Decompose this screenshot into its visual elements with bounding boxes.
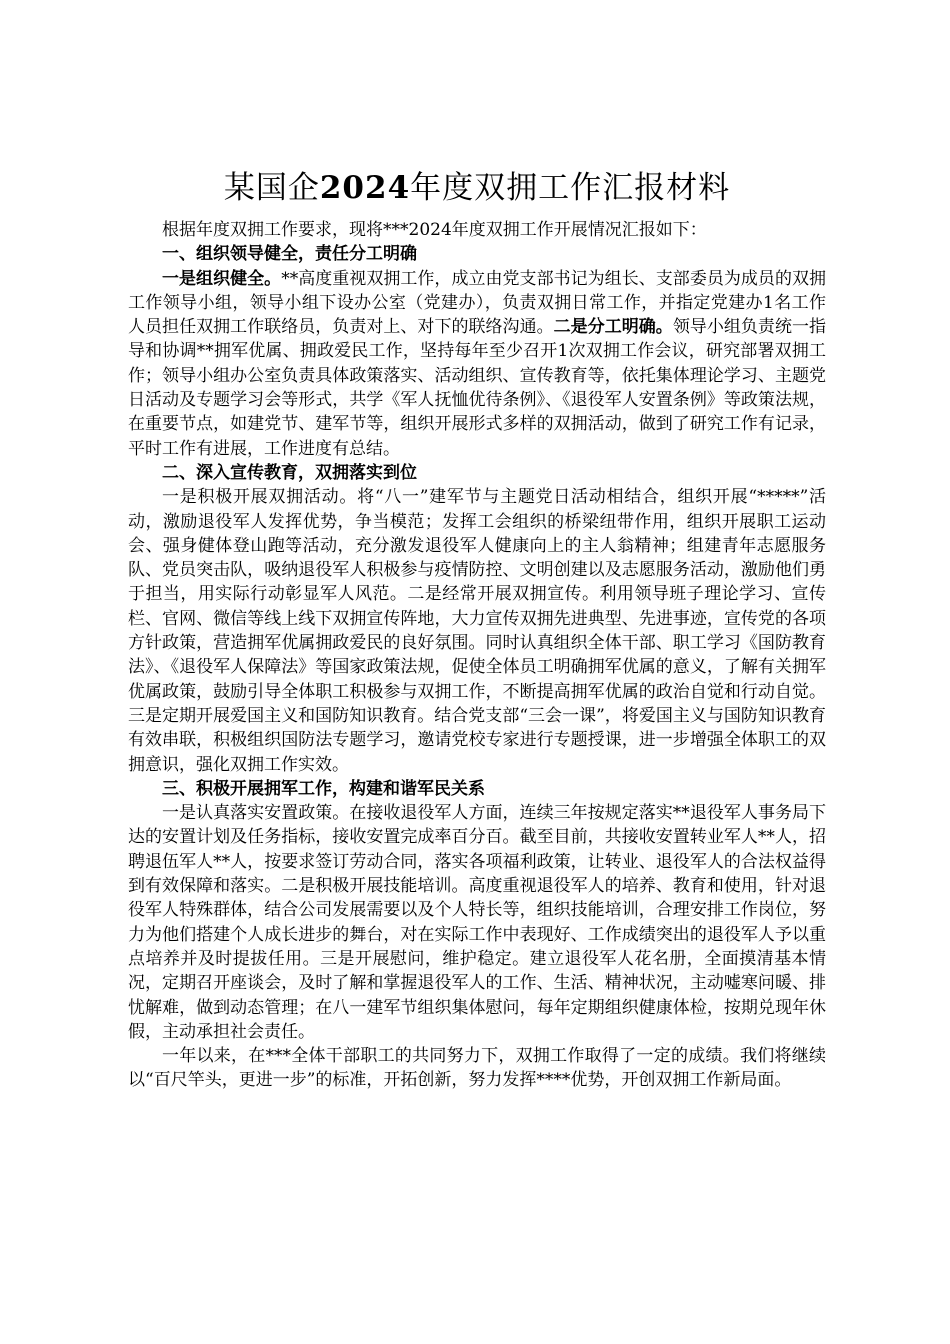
section-heading-3: 三、积极开展拥军工作，构建和谐军民关系 xyxy=(162,778,485,799)
title-suffix: 年度双拥工作汇报材料 xyxy=(410,170,731,206)
title-year: 2024 xyxy=(319,170,411,206)
section-1-text-2: 领导小组负责统一指导和协调**拥军优属、拥政爱民工作，坚持每年至少召开1次双拥工作会议，研究部署双拥工作；领导小组办公室负责具体政策落实、活动组织、宣传教育等，依托集体理论学习、主题党日活动及专题学习会等形式，共学《军人抚恤优待条例》、《退役军人安置条例》等政策法规，在重要节点，如建党节、建军节等，组织开展形式多样的双拥活动，做到了研究工作有记录，平时工作有进展，工作进度有总结。 xyxy=(128,317,827,459)
section-1-lead-2: 二是分工明确。 xyxy=(553,317,673,338)
section-heading-1: 一、组织领导健全，责任分工明确 xyxy=(162,244,417,265)
section-heading-2: 二、深入宣传教育，双拥落实到位 xyxy=(162,462,417,483)
title-prefix: 某国企 xyxy=(223,170,320,206)
conclusion-paragraph: 一年以来，在***全体干部职工的共同努力下，双拥工作取得了一定的成绩。我们将继续以“百尺竿头，更进一步”的标准，开拓创新，努力发挥****优势，开创双拥工作新局面。 xyxy=(128,1046,826,1091)
section-1-paragraph xyxy=(128,267,826,461)
section-2-paragraph: 一是积极开展双拥活动。将“八一”建军节与主题党日活动相结合，组织开展“*****”活动，激励退役军人发挥优势，争当模范；发挥工会组织的桥梁纽带作用，组织开展职工运动会、强身健体登山跑等活动，充分激发退役军人健康向上的主人翁精神；组建青年志愿服务队、党员突击队，吸纳退役军人积极参与疫情防控、文明创建以及志愿服务活动，激励他们勇于担当，用实际行动彰显军人风范。二是经常开展双拥宣传。利用领导班子理论学习、宣传栏、官网、微信等线上线下双拥宣传阵地，大力宣传双拥先进典型、先进事迹，宣传党的各项方针政策，营造拥军优属拥政爱民的良好氛围。同时认真组织全体干部、职工学习《国防教育法》、《退役军人保障法》等国家政策法规，促使全体员工明确拥军优属的意义，了解有关拥军优属政策，鼓励引导全体职工积极参与双拥工作，不断提高拥军优属的政治自觉和行动自觉。三是定期开展爱国主义和国防知识教育。结合党支部“三会一课”，将爱国主义与国防知识教育有效串联，积极组织国防法专题学习，邀请党校专家进行专题授课，进一步增强全体职工的双拥意识，强化双拥工作实效。 xyxy=(128,487,826,775)
intro-paragraph: 根据年度双拥工作要求，现将***2024年度双拥工作开展情况汇报如下： xyxy=(162,220,707,240)
document-title xyxy=(128,168,826,208)
section-3-paragraph: 一是认真落实安置政策。在接收退役军人方面，连续三年按规定落实**退役军人事务局下达的安置计划及任务指标，接收安置完成率百分百。截至目前，共接收安置转业军人**人，招聘退伍军人**人，按要求签订劳动合同，落实各项福利政策，让转业、退役军人的合法权益得到有效保障和落实。二是积极开展技能培训。高度重视退役军人的培养、教育和使用，针对退役军人特殊群体，结合公司发展需要以及个人特长等，组织技能培训，合理安排工作岗位，努力为他们搭建个人成长进步的舞台，对在实际工作中表现好、工作成绩突出的退役军人予以重点培养并及时提拔任用。三是开展慰问，维护稳定。建立退役军人花名册，全面摸清基本情况，定期召开座谈会，及时了解和掌握退役军人的工作、生活、精神状况，主动嘘寒问暖、排忧解难，做到动态管理；在八一建军节组织集体慰问，每年定期组织健康体检，按期兑现年休假，主动承担社会责任。 xyxy=(128,803,826,1042)
section-1-lead-1: 一是组织健全。 xyxy=(162,268,282,289)
section-1-text-1: **高度重视双拥工作，成立由党支部书记为组长、支部委员为成员的双拥工作领导小组，领导小组下设办公室（党建办），负责双拥日常工作，并指定党建办1名工作人员担任双拥工作联络员，负责对上、对下的联络沟通。 xyxy=(128,268,827,338)
